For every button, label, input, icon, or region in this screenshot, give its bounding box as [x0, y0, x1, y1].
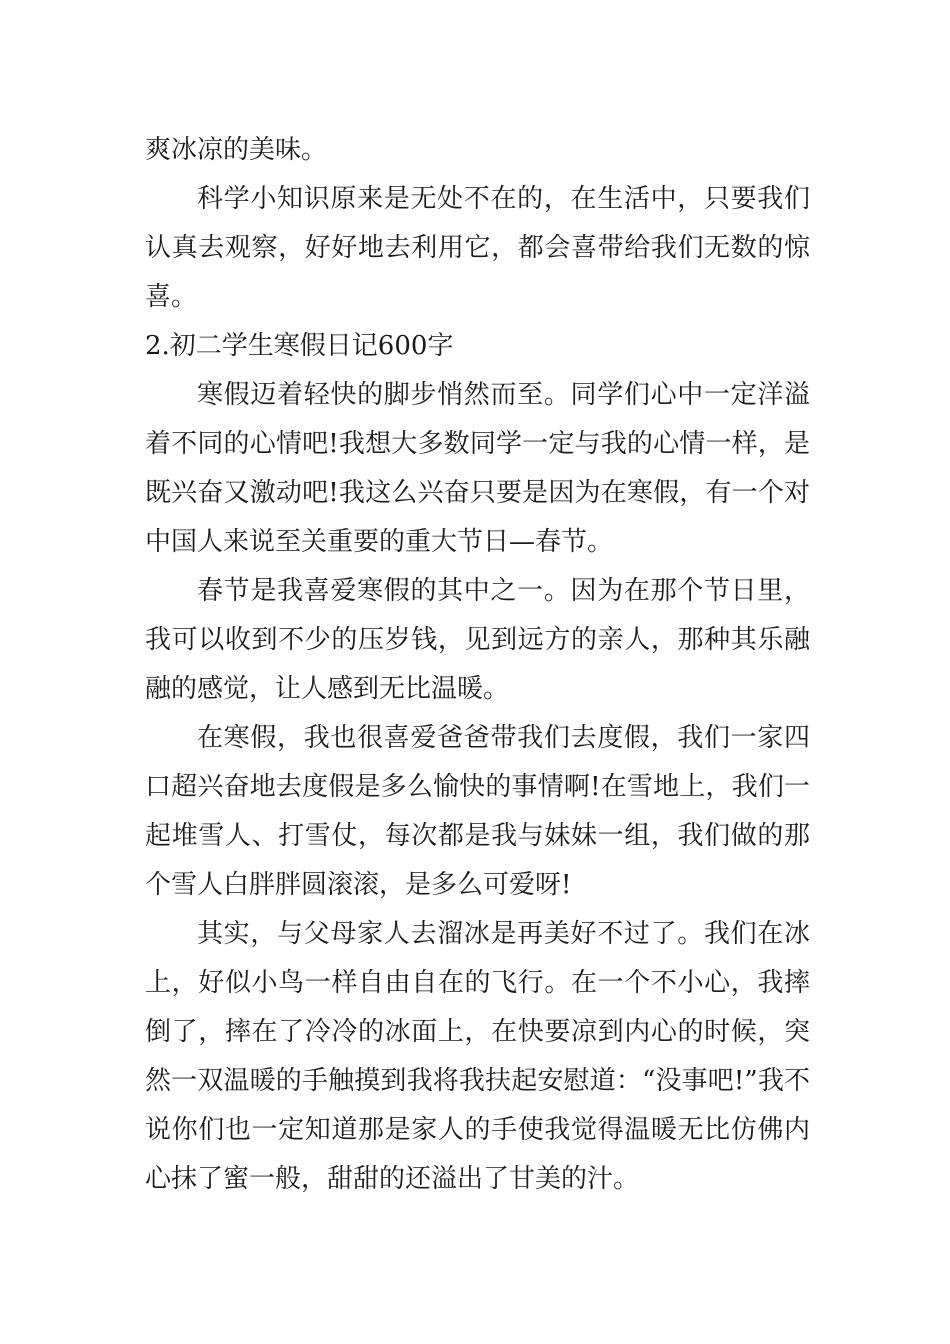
paragraph-spring-festival: 春节是我喜爱寒假的其中之一。因为在那个节日里，我可以收到不少的压岁钱，见到远方的亲人，那种其乐融融的感觉，让人感到无比温暖。 — [145, 576, 810, 704]
section-heading: 2.初二学生寒假日记600字 — [145, 331, 454, 361]
paragraph-science-knowledge: 科学小知识原来是无处不在的，在生活中，只要我们认真去观察，好好地去利用它，都会喜带给我们无数的惊喜。 — [145, 184, 810, 312]
paragraph-ice-skating: 其实，与父母家人去溜冰是再美好不过了。我们在冰上，好似小鸟一样自由自在的飞行。在一个不小心，我摔倒了，摔在了冷冷的冰面上，在快要凉到内心的时候，突然一双温暖的手触摸到我将我扶起安慰道：“没事吧!”我不说你们也一定知道那是家人的手使我觉得温暖无比仿佛内心抹了蜜一般，甜甜的还溢出了甘美的汁。 — [145, 919, 810, 1194]
paragraph-family-vacation: 在寒假，我也很喜爱爸爸带我们去度假，我们一家四口超兴奋地去度假是多么愉快的事情啊!在雪地上，我们一起堆雪人、打雪仗，每次都是我与妹妹一组，我们做的那个雪人白胖胖圆滚滚，是多么可爱呀! — [145, 723, 810, 900]
paragraph-winter-break-arrives: 寒假迈着轻快的脚步悄然而至。同学们心中一定洋溢着不同的心情吧!我想大多数同学一定与我的心情一样，是既兴奋又激动吧!我这么兴奋只要是因为在寒假，有一个对中国人来说至关重要的重大节日—春节。 — [145, 380, 810, 557]
paragraph-continuation: 爽冰凉的美味。 — [145, 135, 328, 165]
document-body — [145, 126, 810, 1204]
